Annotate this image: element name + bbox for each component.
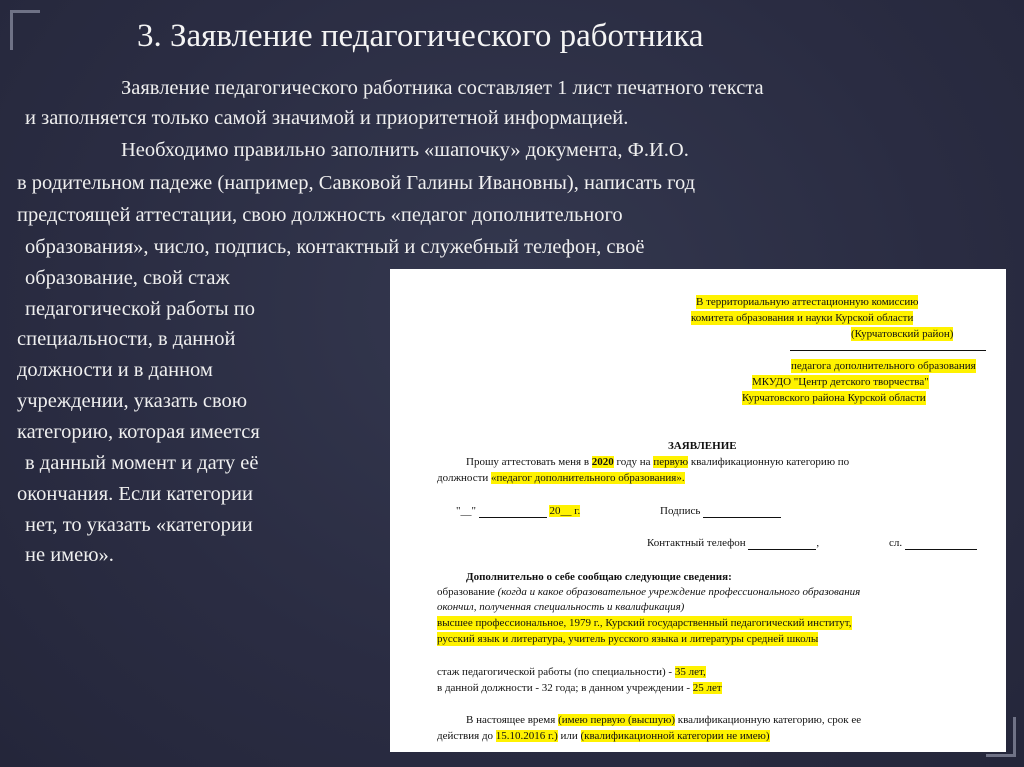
doc-header-line-4: педагога дополнительного образования <box>791 360 976 372</box>
doc-request-line-1: Прошу аттестовать меня в 2020 году на первую квалификационную категорию по <box>466 456 850 468</box>
body-line-8: педагогической работы по <box>25 298 255 320</box>
doc-request-position: «педагог дополнительного образования». <box>491 472 685 484</box>
body-line-5: предстоящей аттестации, свою должность «педагог дополнительного <box>17 204 623 226</box>
body-line-7: образование, свой стаж <box>25 267 230 289</box>
body-line-16: не имею». <box>25 544 114 566</box>
doc-current-line-1: В настоящее время (имею первую (высшую) квалификационную категорию, срок ее <box>466 714 862 726</box>
body-line-15: нет, то указать «категории <box>25 514 253 536</box>
doc-edu-value-1: высшее профессиональное, 1979 г., Курский государственный педагогический институт, <box>437 617 852 629</box>
body-line-11: учреждении, указать свою <box>17 390 248 412</box>
doc-exp-line-2: в данной должности - 32 года; в данном учреждении - 25 лет <box>437 682 722 694</box>
slide-title: 3. Заявление педагогического работника <box>137 18 704 54</box>
doc-header-line-2: комитета образования и науки Курской области <box>691 312 914 324</box>
doc-exp-value-1: 35 лет, <box>674 666 706 678</box>
body-line-14: окончания. Если категории <box>17 483 253 505</box>
doc-exp-value-2: 25 лет <box>692 682 722 694</box>
doc-date-year: 20__ г. <box>549 505 581 517</box>
doc-header-line-3: (Курчатовский район) <box>851 328 954 340</box>
doc-request-line-2: должности «педагог дополнительного образования». <box>437 472 685 484</box>
doc-phone-line: Контактный телефон , <box>647 537 820 549</box>
body-line-9: специальности, в данной <box>17 328 236 350</box>
doc-header-line-5: МКУДО "Центр детского творчества" <box>752 376 929 388</box>
doc-edu-value-2: русский язык и литература, учитель русского языка и литературы средней школы <box>437 633 819 645</box>
doc-date-line: "__" 20__ г. <box>456 505 581 517</box>
corner-bracket-top-left <box>10 10 40 50</box>
body-line-6: образования», число, подпись, контактный и служебный телефон, своё <box>25 236 645 258</box>
doc-heading: ЗАЯВЛЕНИЕ <box>668 440 737 452</box>
body-line-13: в данный момент и дату её <box>25 452 259 474</box>
doc-current-line-2: действия до 15.10.2016 г.) или (квалификационной категории не имею) <box>437 730 770 742</box>
doc-current-alt: (квалификационной категории не имею) <box>580 730 770 742</box>
doc-request-category: первую <box>653 456 689 468</box>
doc-header-line-6: Курчатовского района Курской области <box>742 392 926 404</box>
doc-request-year: 2020 <box>591 456 614 468</box>
body-line-2: и заполняется только самой значимой и приоритетной информацией. <box>25 107 629 129</box>
doc-edu-line-2: окончил, полученная специальность и квалификация) <box>437 601 685 613</box>
body-line-3: Необходимо правильно заполнить «шапочку» документа, Ф.И.О. <box>121 139 689 161</box>
doc-current-date: 15.10.2016 г.) <box>495 730 558 742</box>
doc-current-value: (имею первую (высшую) <box>558 714 675 726</box>
doc-edu-line-1: образование (когда и какое образовательное учреждение профессионального образования <box>437 586 861 598</box>
body-line-4: в родительном падеже (например, Савковой Галины Ивановны), написать год <box>17 172 696 194</box>
application-form-image <box>390 269 1006 752</box>
doc-extra-heading: Дополнительно о себе сообщаю следующие сведения: <box>466 571 732 583</box>
body-line-12: категорию, которая имеется <box>17 421 260 443</box>
doc-signature-line: Подпись <box>660 504 781 518</box>
doc-exp-line-1: стаж педагогической работы (по специальности) - 35 лет, <box>437 666 706 678</box>
doc-header-blank-line <box>790 343 986 351</box>
doc-header-line-1: В территориальную аттестационную комиссию <box>696 296 919 308</box>
body-line-1: Заявление педагогического работника составляет 1 лист печатного текста <box>121 77 764 99</box>
doc-phone-alt-line: сл. <box>889 536 977 550</box>
body-line-10: должности и в данном <box>17 359 213 381</box>
